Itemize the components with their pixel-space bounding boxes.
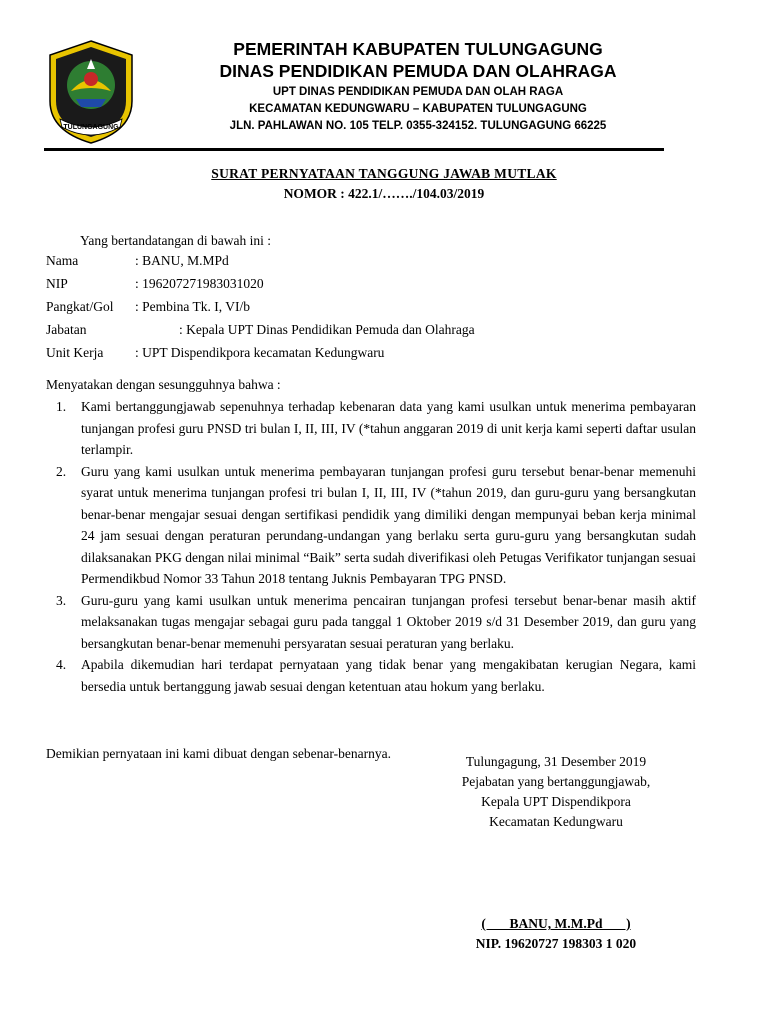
signature-block (440, 752, 672, 954)
statement-intro: Menyatakan dengan sesungguhnya bahwa : (46, 377, 281, 392)
signatory-name: ( BANU, M.M.Pd ) (481, 916, 631, 931)
letterhead-department: DINAS PENDIDIKAN PEMUDA DAN OLAHRAGA (219, 61, 617, 81)
identity-value: : Pembina Tk. I, VI/b (135, 299, 250, 314)
statement-item (46, 461, 696, 590)
letterhead-unit: UPT DINAS PENDIDIKAN PEMUDA DAN OLAH RAGA (272, 86, 564, 98)
identity-label: NIP (46, 276, 68, 291)
statement-number: 2. (56, 463, 67, 479)
document-number: NOMOR : 422.1/……./104.03/2019 (283, 186, 485, 201)
letterhead (168, 38, 668, 135)
identity-value: : Kepala UPT Dinas Pendidikan Pemuda dan Olahraga (179, 322, 475, 337)
logo-text: TULUNGAGUNG (63, 124, 119, 131)
signatory-nip: NIP. 19620727 198303 1 020 (475, 936, 637, 951)
document-title: SURAT PERNYATAAN TANGGUNG JAWAB MUTLAK (211, 166, 557, 181)
intro-text: Yang bertandatangan di bawah ini : (80, 233, 271, 248)
identity-label: Nama (46, 253, 79, 268)
letterhead-address: JLN. PAHLAWAN NO. 105 TELP. 0355-324152. TULUNGAGUNG 66225 (229, 120, 607, 132)
statement-item (46, 590, 696, 655)
statement-text: Guru yang kami usulkan untuk menerima pembayaran tunjangan profesi guru tersebut benar-benar memenuhi syarat untuk menerima tunjangan profesi tri bulan I, II, III, IV (*tahun 2019, dan guru-guru yang bersangkutan benar-benar mengajar sesuai dengan sertifikasi pendidik yang dimiliki dengan mempunyai beban kerja minimal 24 jam sesuai dengan peraturan perundang-undangan yang berlaku serta guru-guru yang bersangkutan sudah dilaksanakan PKG dengan nilai minimal “Baik” serta sudah diverifikasi oleh Petugas Verifikator tunjangan sesuai Permendikbud Nomor 33 Tahun 2018 tentang Juknis Pembayaran TPG PNSD. (81, 463, 696, 586)
statement-number: 1. (56, 399, 67, 414)
identity-label: Pangkat/Gol (46, 299, 114, 314)
signature-space (440, 832, 672, 914)
signature-role: Kepala UPT Dispendikpora (481, 794, 631, 809)
identity-value: : UPT Dispendikpora kecamatan Kedungwaru (135, 345, 385, 360)
statement-number: 3. (56, 592, 67, 608)
signature-role: Pejabatan yang bertanggungjawab, (461, 774, 651, 789)
letterhead-divider (44, 148, 664, 151)
identity-label: Unit Kerja (46, 345, 104, 360)
regency-emblem-logo (46, 39, 136, 145)
letterhead-government: PEMERINTAH KABUPATEN TULUNGAGUNG (233, 39, 603, 59)
closing-text: Demikian pernyataan ini kami dibuat dengan sebenar-benarnya. (46, 746, 391, 761)
letterhead-district: KECAMATAN KEDUNGWARU – KABUPATEN TULUNGAGUNG (249, 103, 587, 115)
statement-item (46, 654, 696, 697)
signature-place-date: Tulungagung, 31 Desember 2019 (465, 754, 647, 769)
identity-label: Jabatan (46, 322, 87, 337)
statement-list (46, 396, 696, 697)
statement-number: 4. (56, 657, 67, 672)
statement-item (46, 396, 696, 461)
statement-text: Guru-guru yang kami usulkan untuk menerima pencairan tunjangan profesi tersebut benar-benar masih aktif melaksanakan tugas mengajar sebagai guru pada tanggal 1 Oktober 2019 s/d 31 Desember 2019, dan guru yang bersangkutan benar-benar memenuhi persyaratan sesuai peraturan yang berlaku. (81, 592, 696, 651)
identity-value: : BANU, M.MPd (135, 253, 229, 268)
identity-value: : 196207271983031020 (135, 276, 264, 291)
statement-text: Kami bertanggungjawab sepenuhnya terhadap kebenaran data yang kami usulkan untuk menerima pembayaran tunjangan profesi guru PNSD tri bulan I, II, III, IV (*tahun anggaran 2019 di unit kerja kami seperti daftar usulan terlampir. (81, 399, 696, 457)
statement-text: Apabila dikemudian hari terdapat pernyataan yang tidak benar yang mengakibatan kerugian Negara, kami bersedia untuk bertanggung jawab sesuai dengan ketentuan atau hokum yang berlaku. (81, 657, 696, 694)
signature-role: Kecamatan Kedungwaru (489, 814, 623, 829)
